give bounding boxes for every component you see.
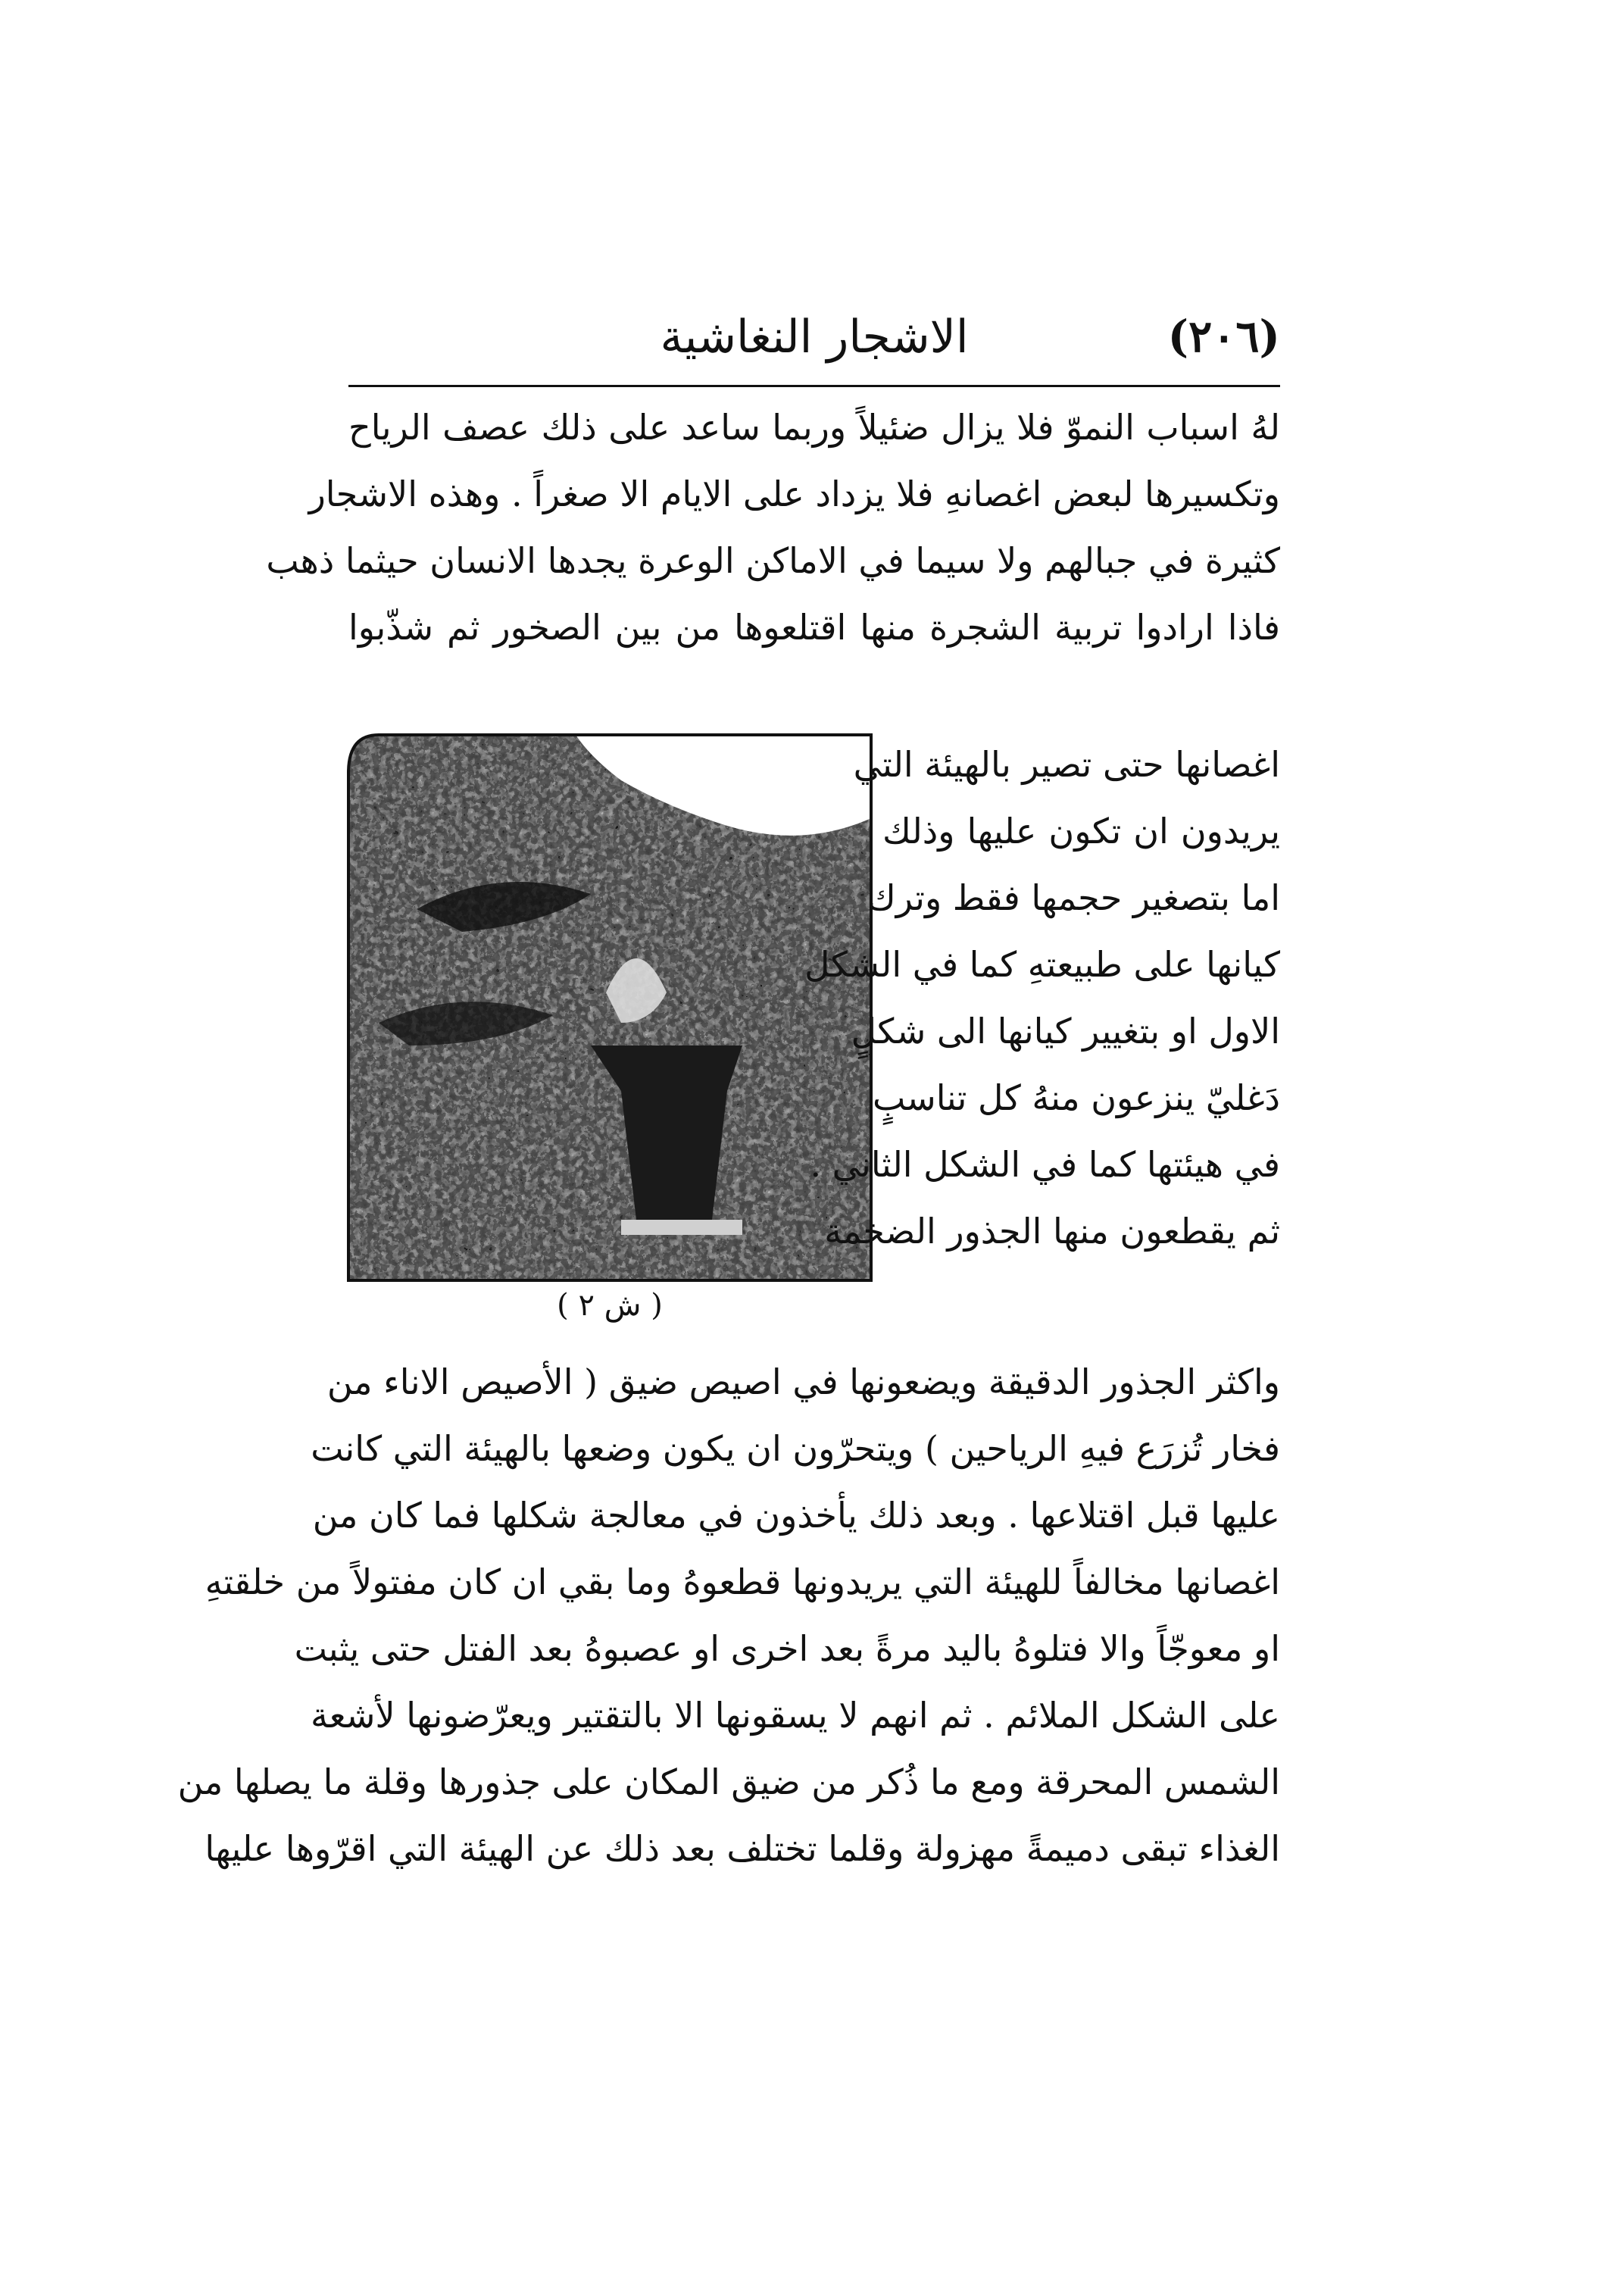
body-text-side: [804, 731, 1280, 1264]
text-line: فاذا ارادوا تربية الشجرة منها اقتلعوها من بين الصخور ثم شذّبوا: [348, 607, 1280, 648]
page-header: [348, 303, 1280, 386]
body-text-bottom: [177, 1349, 1280, 1882]
text-line: لهُ اسباب النموّ فلا يزال ضئيلاً وربما ساعد على ذلك عصف الرياح: [348, 407, 1280, 448]
text-line: اغصانها مخالفاً للهيئة التي يريدونها قطعوهُ وما بقي ان كان مفتولاً من خلقتهِ: [205, 1561, 1280, 1602]
bonsai-photo: [348, 735, 871, 1280]
text-line: الشمس المحرقة ومع ما ذُكر من ضيق المكان على جذورها وقلة ما يصلها من: [177, 1761, 1280, 1802]
header-rule: [348, 385, 1280, 387]
figure-caption: ( ش ٢ ): [557, 1288, 663, 1323]
page-number: (٢٠٦): [1167, 311, 1280, 362]
text-line: فخار تُزرَع فيهِ الرياحين ) ويتحرّون ان يكون وضعها بالهيئة التي كانت: [311, 1428, 1280, 1469]
text-line: الاول او بتغيير كيانها الى شكلٍ: [851, 1011, 1280, 1052]
body-text-top: [266, 394, 1280, 661]
text-line: وتكسيرها لبعض اغصانهِ فلا يزداد على الايام الا صغراً . وهذه الاشجار: [308, 474, 1280, 514]
running-title: الاشجار النغاشية: [660, 311, 969, 364]
text-line: كثيرة في جبالهم ولا سيما في الاماكن الوعرة يجدها الانسان حيثما ذهب: [266, 540, 1280, 581]
text-line: ثم يقطعون منها الجذور الضخمة: [824, 1211, 1280, 1252]
text-line: يريدون ان تكون عليها وذلك: [882, 811, 1280, 852]
text-line: الغذاء تبقى دميمةً مهزولة وقلما تختلف بعد ذلك عن الهيئة التي اقرّوها عليها: [205, 1828, 1280, 1869]
text-line: او معوجّاً والا فتلوهُ باليد مرةً بعد اخرى او عصبوهُ بعد الفتل حتى يثبت: [294, 1628, 1280, 1669]
text-line: كيانها على طبيعتهِ كما في الشكل: [804, 944, 1280, 985]
bonsai-photo-image: [348, 735, 871, 1280]
text-line: اغصانها حتى تصير بالهيئة التي: [853, 744, 1280, 785]
text-line: اما بتصغير حجمها فقط وترك: [867, 877, 1280, 918]
text-line: على الشكل الملائم . ثم انهم لا يسقونها الا بالتقتير ويعرّضونها لأشعة: [311, 1695, 1280, 1736]
text-line: واكثر الجذور الدقيقة ويضعونها في اصيص ضيق ( الأصيص الاناء من: [326, 1361, 1280, 1402]
text-line: عليها قبل اقتلاعها . وبعد ذلك يأخذون في معالجة شكلها فما كان من: [312, 1495, 1280, 1536]
text-line: دَغليّ ينزعون منهُ كل تناسبٍ: [873, 1077, 1280, 1118]
text-line: في هيئتها كما في الشكل الثاني .: [810, 1144, 1280, 1185]
